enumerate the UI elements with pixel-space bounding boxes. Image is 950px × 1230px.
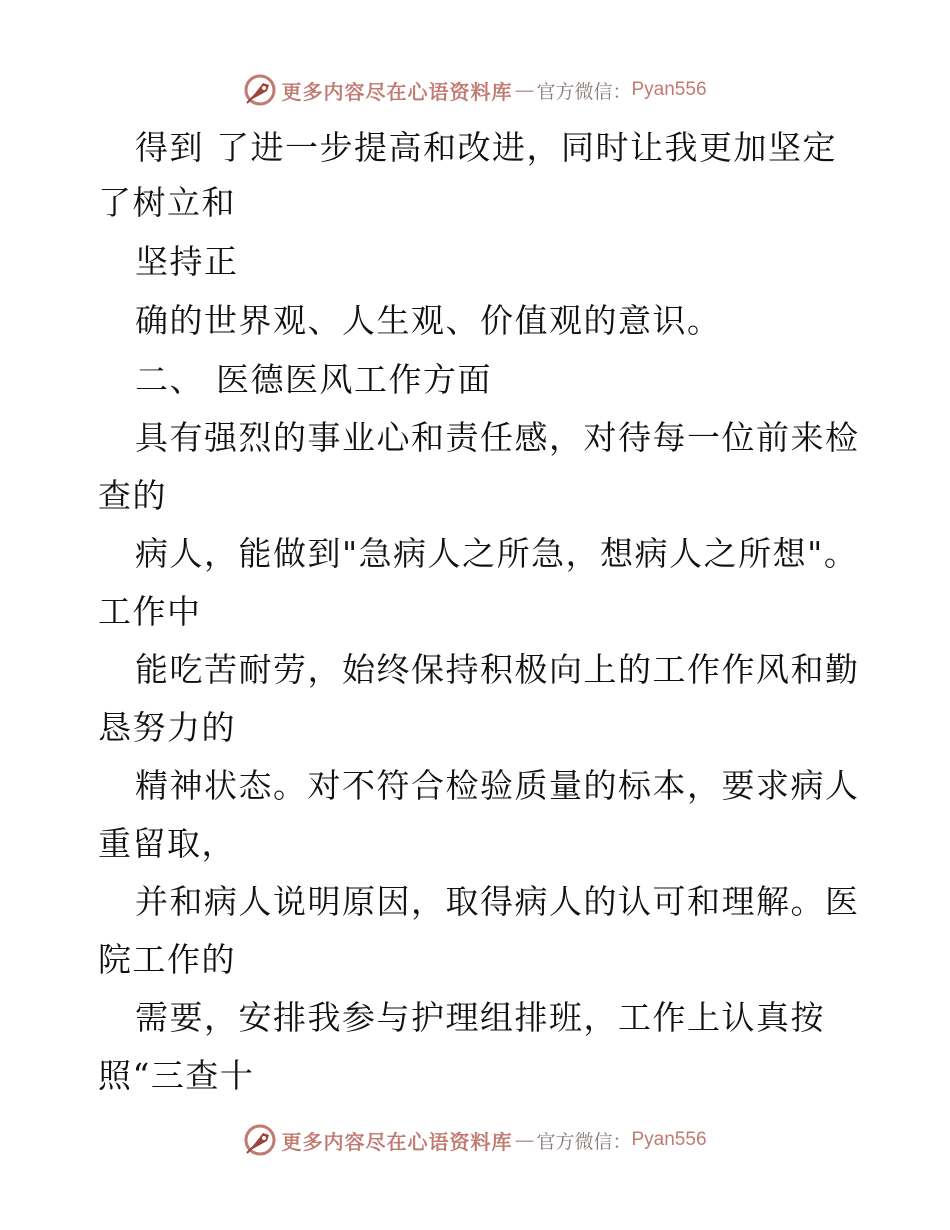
text-line: 重留取， bbox=[98, 824, 236, 863]
text-line: 照“三查十 bbox=[98, 1056, 255, 1095]
footer-wechat-id: Pyan556 bbox=[631, 1129, 707, 1150]
header-wechat-label: 官方微信： bbox=[536, 80, 632, 103]
text-line: 能吃苦耐劳，始终保持积极向上的工作作风和勤 bbox=[135, 650, 860, 689]
footer-separator: — bbox=[514, 1128, 535, 1152]
text-line: 并和病人说明原因，取得病人的认可和理解。医 bbox=[135, 882, 860, 921]
text-line: 坚持正 bbox=[135, 242, 239, 281]
footer-site-text: 更多内容尽在心语资料库 bbox=[281, 1129, 513, 1154]
text-line: 查的 bbox=[98, 476, 167, 515]
text-line: 精神状态。对不符合检验质量的标本，要求病人 bbox=[135, 766, 860, 805]
text-line: 恳努力的 bbox=[98, 708, 236, 747]
text-line: 院工作的 bbox=[98, 940, 236, 979]
text-line: 得到 了进一步提高和改进，同时让我更加坚定 bbox=[135, 128, 837, 167]
footer-wechat-label: 官方微信： bbox=[536, 1130, 632, 1153]
header-banner bbox=[0, 70, 950, 110]
text-line: 具有强烈的事业心和责任感，对待每一位前来检 bbox=[135, 418, 860, 457]
header-separator: — bbox=[514, 78, 535, 102]
text-line: 确的世界观、人生观、价值观的意识。 bbox=[135, 301, 722, 340]
header-wechat-id: Pyan556 bbox=[631, 79, 707, 100]
header-site-text: 更多内容尽在心语资料库 bbox=[281, 79, 513, 104]
pen-nib-circle-icon bbox=[243, 73, 277, 107]
pen-nib-circle-icon bbox=[243, 1123, 277, 1157]
footer-banner bbox=[0, 1120, 950, 1160]
section-heading: 二、 医德医风工作方面 bbox=[135, 360, 492, 399]
text-line: 病人，能做到"急病人之所急，想病人之所想"。 bbox=[135, 534, 859, 573]
text-line: 了树立和 bbox=[98, 183, 236, 222]
text-line: 需要，安排我参与护理组排班，工作上认真按 bbox=[135, 998, 825, 1037]
text-line: 工作中 bbox=[98, 592, 202, 631]
